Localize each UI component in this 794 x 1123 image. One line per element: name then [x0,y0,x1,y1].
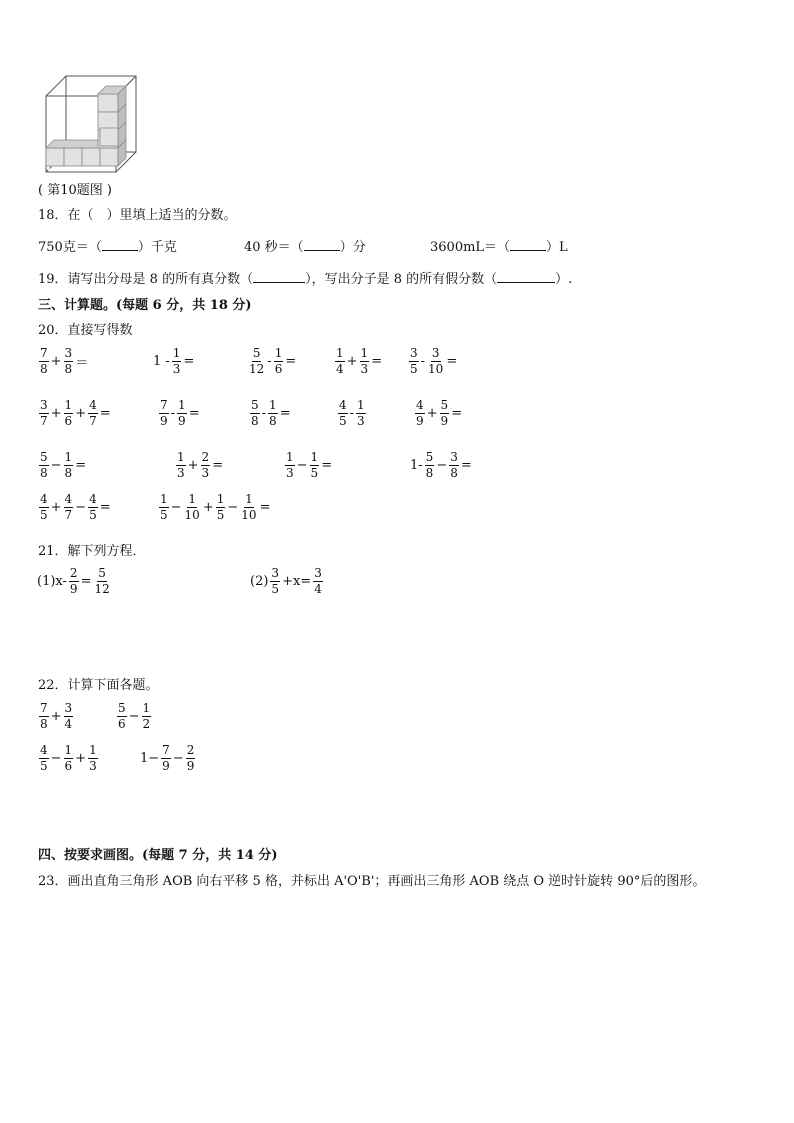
q20-problem [158,493,271,522]
operator: - [170,406,176,421]
operator: + [50,354,62,369]
denominator: 3 [357,414,365,428]
operator: - [420,354,426,369]
numerator: 3 [431,346,440,360]
denominator: 12 [94,582,110,596]
q19-part2: ），写出分子是 8 的所有假分数（ [305,272,498,287]
fraction [159,493,169,522]
fraction [39,347,49,376]
operator: − [170,500,182,515]
fraction [172,347,182,376]
operator: 1- [410,458,423,473]
numerator: 3 [64,701,73,715]
denominator: 10 [428,362,444,376]
fraction [268,399,278,428]
numerator: 5 [118,701,126,715]
fraction [64,399,74,428]
operator: − [227,500,239,515]
fraction [39,493,49,522]
operator: + [75,406,87,421]
numerator: 4 [339,398,347,412]
q18-title: 18．在（ ）里填上适当的分数。 [38,208,237,223]
operator: = [188,406,200,421]
operator: = [279,406,291,421]
denominator: 5 [271,582,280,596]
numerator: 1 [64,398,73,412]
q20-problem [249,399,292,428]
numerator: 1 [357,398,365,412]
q18-item-left: 750克＝（ [38,240,102,255]
numerator: 5 [440,398,449,412]
denominator: 5 [40,508,48,522]
q22-title: 22．计算下面各题。 [38,678,159,693]
numerator: 5 [252,346,261,360]
denominator: 9 [69,582,78,596]
operator: (1)x- [37,574,67,589]
numerator: 4 [89,398,97,412]
q20-problem [408,347,458,376]
fraction [64,744,74,773]
q20-problem [334,347,383,376]
numerator: 7 [162,743,170,757]
operator: = [451,406,463,421]
fraction [161,744,171,773]
denominator: 12 [249,362,265,376]
fraction [186,744,196,773]
fraction [159,399,169,428]
numerator: 4 [64,492,73,506]
q18-item-left: 3600mL＝（ [430,240,511,255]
fraction [310,451,320,480]
numerator: 1 [245,492,253,506]
operator: = [446,354,458,369]
q20-problem [158,399,201,428]
fraction [274,347,284,376]
q22-problem [116,702,152,731]
denominator: 8 [450,466,458,480]
q20-problem [247,347,297,376]
numerator: 3 [271,566,280,580]
numerator: 4 [89,492,97,506]
numerator: 3 [410,346,418,360]
q20-problem [38,451,87,480]
numerator: 1 [310,450,319,464]
numerator: 2 [201,450,210,464]
operator: = [99,406,111,421]
numerator: 1 [286,450,294,464]
fraction [250,399,260,428]
fraction [216,493,226,522]
q18-item-right: ）L [546,240,568,255]
fraction [117,702,127,731]
q22-problem [38,702,74,731]
fraction [335,347,345,376]
answer-blank[interactable] [510,250,546,251]
denominator: 8 [64,362,73,376]
fraction [39,702,49,731]
denominator: 8 [251,414,259,428]
denominator: 5 [216,508,225,522]
numerator: 1 [177,450,185,464]
denominator: 5 [89,508,97,522]
operator: (2) [250,574,269,589]
denominator: 9 [178,414,186,428]
operator: +x= [282,574,312,589]
operator: + [426,406,438,421]
denominator: 5 [339,414,347,428]
fraction [248,347,265,376]
fraction [356,399,366,428]
denominator: 8 [40,362,48,376]
q21-equation [36,567,112,596]
denominator: 5 [310,466,319,480]
numerator: 7 [40,701,48,715]
answer-blank[interactable] [497,282,555,283]
fraction [415,399,425,428]
denominator: 9 [186,759,195,773]
q20-title: 20．直接写得数 [38,323,133,338]
q18-item-right: ）千克 [137,240,177,255]
fraction [270,567,280,596]
operator: − [296,458,308,473]
denominator: 5 [40,759,48,773]
denominator: 6 [64,759,73,773]
operator: = [183,354,195,369]
operator: ＝ [75,356,89,371]
fraction [142,702,152,731]
q19-part3: ）. [555,272,573,287]
denominator: 6 [274,362,283,376]
numerator: 3 [40,398,48,412]
denominator: 5 [160,508,168,522]
operator: - [349,406,355,421]
numerator: 7 [40,346,48,360]
denominator: 3 [172,362,181,376]
denominator: 7 [40,414,48,428]
fraction [93,567,110,596]
denominator: 8 [425,466,434,480]
q20-problem [152,347,195,376]
fraction [240,493,257,522]
numerator: 5 [425,450,434,464]
operator: = [212,458,224,473]
denominator: 7 [89,414,97,428]
fraction [440,399,450,428]
operator: − [436,458,448,473]
denominator: 3 [360,362,369,376]
figure-caption: ( 第10题图 ) [38,183,112,198]
denominator: 9 [162,759,170,773]
denominator: 10 [241,508,257,522]
q20-problem [38,399,112,428]
fraction [449,451,459,480]
denominator: 5 [410,362,418,376]
fraction [427,347,444,376]
q18-item-2 [244,240,366,256]
q21-equation [249,567,324,596]
answer-blank[interactable] [304,250,340,251]
operator: − [172,751,184,766]
numerator: 1 [360,346,369,360]
denominator: 6 [118,717,126,731]
denominator: 10 [184,508,200,522]
q19-part1: 19．请写出分母是 8 的所有真分数（ [38,272,254,287]
operator: − [50,458,62,473]
operator: = [99,500,111,515]
q20-problem [414,399,463,428]
numerator: 5 [98,566,106,580]
operator: = [285,354,297,369]
q18-item-right: ）分 [339,240,366,255]
fraction [64,347,74,376]
operator: 1− [140,751,160,766]
numerator: 7 [160,398,168,412]
numerator: 1 [188,492,196,506]
fraction [201,451,211,480]
denominator: 4 [314,582,322,596]
denominator: 3 [286,466,294,480]
operator: = [321,458,333,473]
fraction [184,493,201,522]
operator: 1 - [153,354,170,369]
fraction [64,702,74,731]
operator: + [50,500,62,515]
denominator: 8 [40,717,48,731]
operator: - [261,406,267,421]
numerator: 4 [40,492,48,506]
q20-problem [409,451,473,480]
fraction [64,493,74,522]
operator: − [128,709,140,724]
q21-title: 21．解下列方程． [38,544,146,559]
fraction [39,744,49,773]
fraction [338,399,348,428]
numerator: 2 [69,566,78,580]
fraction [64,451,74,480]
fraction [285,451,295,480]
fraction [409,347,419,376]
denominator: 9 [160,414,168,428]
numerator: 4 [40,743,48,757]
fraction [88,744,98,773]
operator: + [75,751,87,766]
q22-problem [38,744,99,773]
denominator: 8 [269,414,277,428]
fraction [88,493,98,522]
denominator: 8 [40,466,48,480]
operator: + [50,406,62,421]
q20-problem [337,399,367,428]
operator: − [50,751,62,766]
answer-blank[interactable] [253,282,305,283]
numerator: 5 [40,450,48,464]
numerator: 5 [251,398,259,412]
operator: − [75,500,87,515]
q20-problem [284,451,333,480]
fraction [39,451,49,480]
numerator: 3 [450,450,458,464]
operator: = [75,458,87,473]
cube-box-figure [38,72,142,174]
denominator: 9 [416,414,424,428]
numerator: 1 [160,492,168,506]
section4-title: 四、按要求画图。(每题 7 分，共 14 分) [38,848,278,863]
operator: + [346,354,358,369]
numerator: 1 [64,450,73,464]
fraction [176,451,186,480]
numerator: 3 [314,566,322,580]
denominator: 4 [64,717,73,731]
operator: + [50,709,62,724]
fraction [69,567,79,596]
q18-item-1 [38,240,177,256]
numerator: 1 [274,346,283,360]
operator: = [80,574,92,589]
fraction [360,347,370,376]
denominator: 8 [64,466,73,480]
operator: + [202,500,214,515]
denominator: 3 [177,466,185,480]
numerator: 1 [269,398,277,412]
section3-title: 三、计算题。(每题 6 分，共 18 分) [38,298,252,313]
denominator: 2 [142,717,151,731]
fraction [313,567,323,596]
operator: + [187,458,199,473]
numerator: 1 [172,346,181,360]
denominator: 4 [336,362,344,376]
denominator: 3 [201,466,210,480]
operator: = [259,500,271,515]
answer-blank[interactable] [102,250,138,251]
q19 [38,272,572,288]
numerator: 1 [142,701,151,715]
fraction [425,451,435,480]
numerator: 1 [216,492,225,506]
numerator: 1 [64,743,73,757]
denominator: 9 [440,414,449,428]
fraction [39,399,49,428]
q20-problem [175,451,224,480]
numerator: 1 [89,743,97,757]
q20-problem [38,347,89,376]
numerator: 3 [64,346,73,360]
operator: = [371,354,383,369]
q22-problem [139,744,196,773]
denominator: 3 [89,759,97,773]
q18-item-left: 40 秒＝（ [244,240,304,255]
denominator: 6 [64,414,73,428]
operator: - [267,354,272,369]
denominator: 7 [64,508,73,522]
fraction [88,399,98,428]
numerator: 1 [178,398,186,412]
q23-title: 23．画出直角三角形 AOB 向右平移 5 格，并标出 A'O'B'；再画出三角形 AOB 绕点 O 逆时针旋转 90°后的图形。 [38,874,706,889]
numerator: 1 [336,346,344,360]
numerator: 2 [186,743,195,757]
operator: = [460,458,472,473]
fraction [177,399,187,428]
q20-problem [38,493,112,522]
q18-item-3 [430,240,568,256]
numerator: 4 [416,398,424,412]
